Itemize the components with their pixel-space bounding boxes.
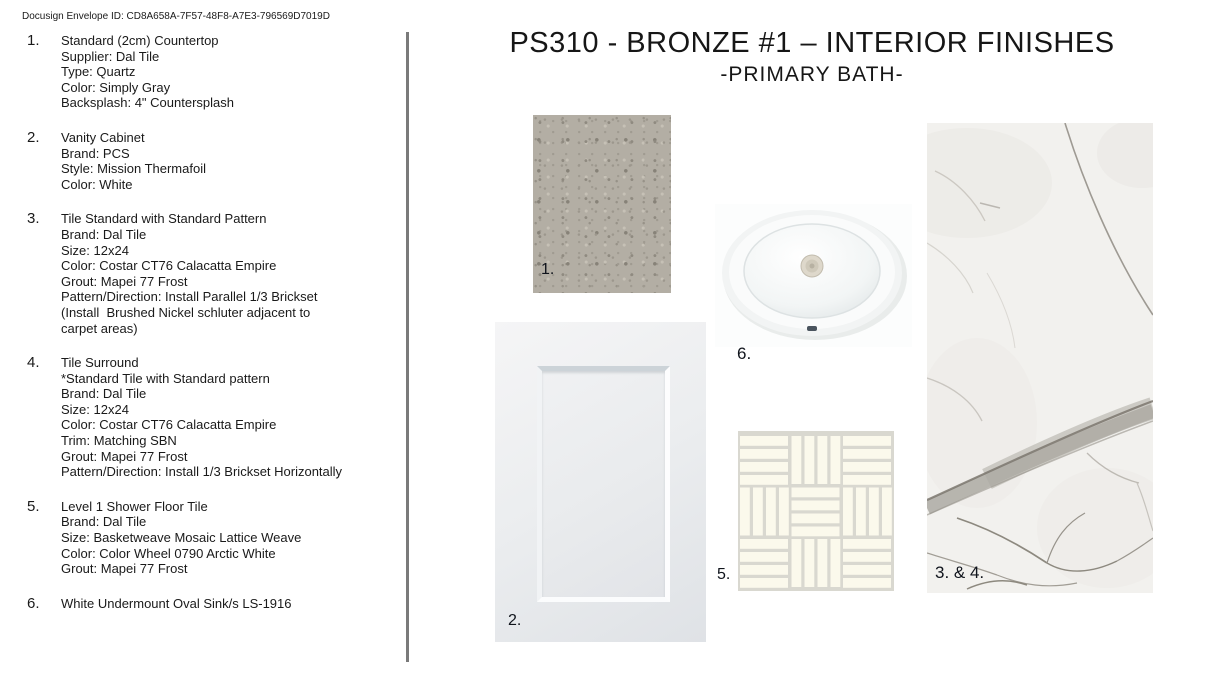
spec-item-lines [61, 596, 405, 612]
page-subtitle: -PRIMARY BATH- [720, 63, 904, 86]
spec-line: Color: Color Wheel 0790 Arctic White [61, 545, 276, 561]
spec-item-number: 5. [27, 497, 40, 515]
spec-item-lines [61, 355, 405, 480]
spec-line: Color: Simply Gray [61, 79, 171, 95]
spec-line: Size: Basketweave Mosaic Lattice Weave [61, 530, 302, 546]
spec-line: Tile Surround [61, 355, 139, 371]
spec-item-number: 3. [27, 210, 40, 228]
page-title: PS310 - BRONZE #1 – INTERIOR FINISHES [509, 27, 1115, 59]
basketweave-mosaic-tile-image [738, 431, 894, 591]
spec-item-1 [27, 33, 405, 111]
marble-illustration [927, 123, 1153, 593]
basketweave-pattern-svg [738, 431, 894, 591]
spec-line: Grout: Mapei 77 Frost [61, 448, 188, 464]
docusign-envelope-id: Docusign Envelope ID: CD8A658A-7F57-48F8-A7E3-796569D7019D [22, 11, 330, 22]
spec-item-number: 4. [27, 354, 40, 372]
spec-item-4 [27, 355, 405, 480]
spec-line: White Undermount Oval Sink/s LS-1916 [61, 595, 292, 611]
spec-item-6 [27, 596, 405, 612]
spec-line: Color: Costar CT76 Calacatta Empire [61, 417, 277, 433]
spec-item-lines [61, 33, 405, 111]
spec-line: Tile Standard with Standard Pattern [61, 211, 267, 227]
spec-item-5 [27, 499, 405, 577]
spec-line: Backsplash: 4" Countersplash [61, 95, 234, 111]
spec-line: Size: 12x24 [61, 242, 129, 258]
basketweave-sample-label: 5. [717, 566, 731, 583]
spec-item-number: 1. [27, 32, 40, 49]
spec-line: Pattern/Direction: Install 1/3 Brickset Horizontally [61, 464, 343, 480]
spec-item-lines [61, 130, 405, 192]
sink-illustration [715, 204, 912, 347]
oval-undermount-sink-image [715, 204, 912, 347]
spec-item-2 [27, 130, 405, 192]
spec-line: carpet areas) [61, 320, 138, 336]
spec-line: Brand: Dal Tile [61, 514, 147, 530]
spec-line: Level 1 Shower Floor Tile [61, 498, 208, 514]
spec-line: Trim: Matching SBN [61, 433, 177, 449]
spec-line: Style: Mission Thermafoil [61, 161, 206, 177]
quartz-countertop-sample-image [533, 115, 671, 293]
spec-line: Color: White [61, 176, 133, 192]
spec-line: Brand: Dal Tile [61, 226, 147, 242]
spec-line: Grout: Mapei 77 Frost [61, 273, 188, 289]
spec-line: (Install Brushed Nickel schluter adjacent to [61, 304, 311, 320]
spec-list [27, 33, 405, 630]
cabinet-sample-label: 2. [508, 612, 522, 629]
spec-item-lines [61, 499, 405, 577]
spec-line: Brand: PCS [61, 145, 130, 161]
vertical-divider [406, 32, 409, 662]
spec-line: Color: Costar CT76 Calacatta Empire [61, 258, 277, 274]
cabinet-door-recessed-panel [537, 366, 670, 602]
spec-line: *Standard Tile with Standard pattern [61, 370, 270, 386]
spec-line: Brand: Dal Tile [61, 386, 147, 402]
spec-line: Standard (2cm) Countertop [61, 33, 219, 48]
spec-line: Size: 12x24 [61, 401, 129, 417]
spec-item-lines [61, 211, 405, 336]
spec-line: Type: Quartz [61, 64, 136, 80]
vanity-cabinet-door-image [495, 322, 706, 642]
quartz-sample-label: 1. [541, 261, 555, 278]
header [420, 27, 1204, 87]
spec-item-number: 6. [27, 594, 40, 612]
sink-sample-label: 6. [737, 344, 752, 363]
spec-line: Vanity Cabinet [61, 129, 145, 145]
calacatta-marble-tile-image [927, 123, 1153, 593]
spec-line: Pattern/Direction: Install Parallel 1/3 Brickset [61, 289, 318, 305]
marble-sample-label: 3. & 4. [935, 563, 985, 582]
spec-line: Supplier: Dal Tile [61, 48, 160, 64]
spec-item-number: 2. [27, 128, 40, 146]
spec-item-3 [27, 211, 405, 336]
spec-line: Grout: Mapei 77 Frost [61, 561, 188, 577]
